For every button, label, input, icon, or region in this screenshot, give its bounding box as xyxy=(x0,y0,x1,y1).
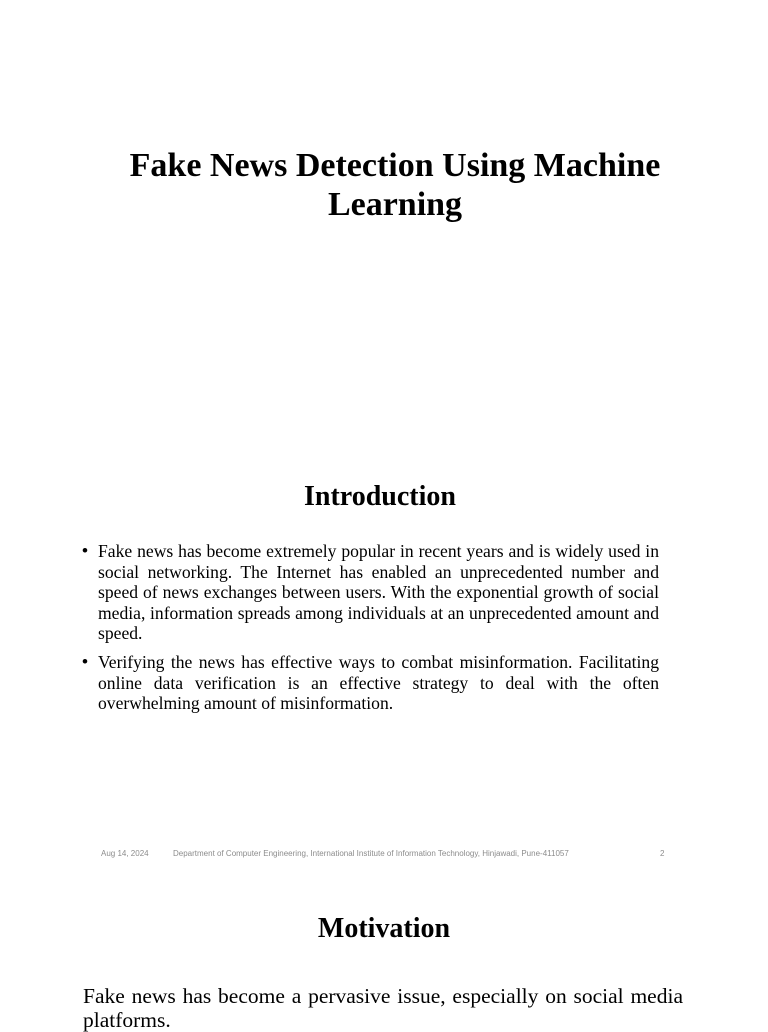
motivation-text: Fake news has become a pervasive issue, especially on social media platforms. xyxy=(83,984,683,1032)
bullet-icon: • xyxy=(82,541,88,560)
bullet-item xyxy=(82,652,659,714)
bullet-text: Verifying the news has effective ways to combat misinformation. Facilitating online data verification is an effective strategy to deal with the often overwhelming amount of misinformation. xyxy=(98,651,659,714)
bullet-text: Fake news has become extremely popular in recent years and is widely used in social networking. The Internet has enabled an unprecedented number and speed of news exchanges between users. With the exponential growth of social media, information spreads among individuals at an unprecedented amount and speed. xyxy=(98,541,659,644)
footer-date: Aug 14, 2024 xyxy=(101,849,149,858)
footer-page-number: 2 xyxy=(660,849,665,858)
footer-department: Department of Computer Engineering, International Institute of Information Technology, Hinjawadi, Pune-411057 xyxy=(173,849,569,858)
slide-title: Fake News Detection Using Machine Learning xyxy=(129,147,661,223)
bullet-icon: • xyxy=(82,651,88,671)
introduction-bullet-list xyxy=(82,541,659,722)
introduction-heading: Introduction xyxy=(304,481,456,512)
bullet-item xyxy=(82,541,659,644)
motivation-heading: Motivation xyxy=(317,913,451,944)
